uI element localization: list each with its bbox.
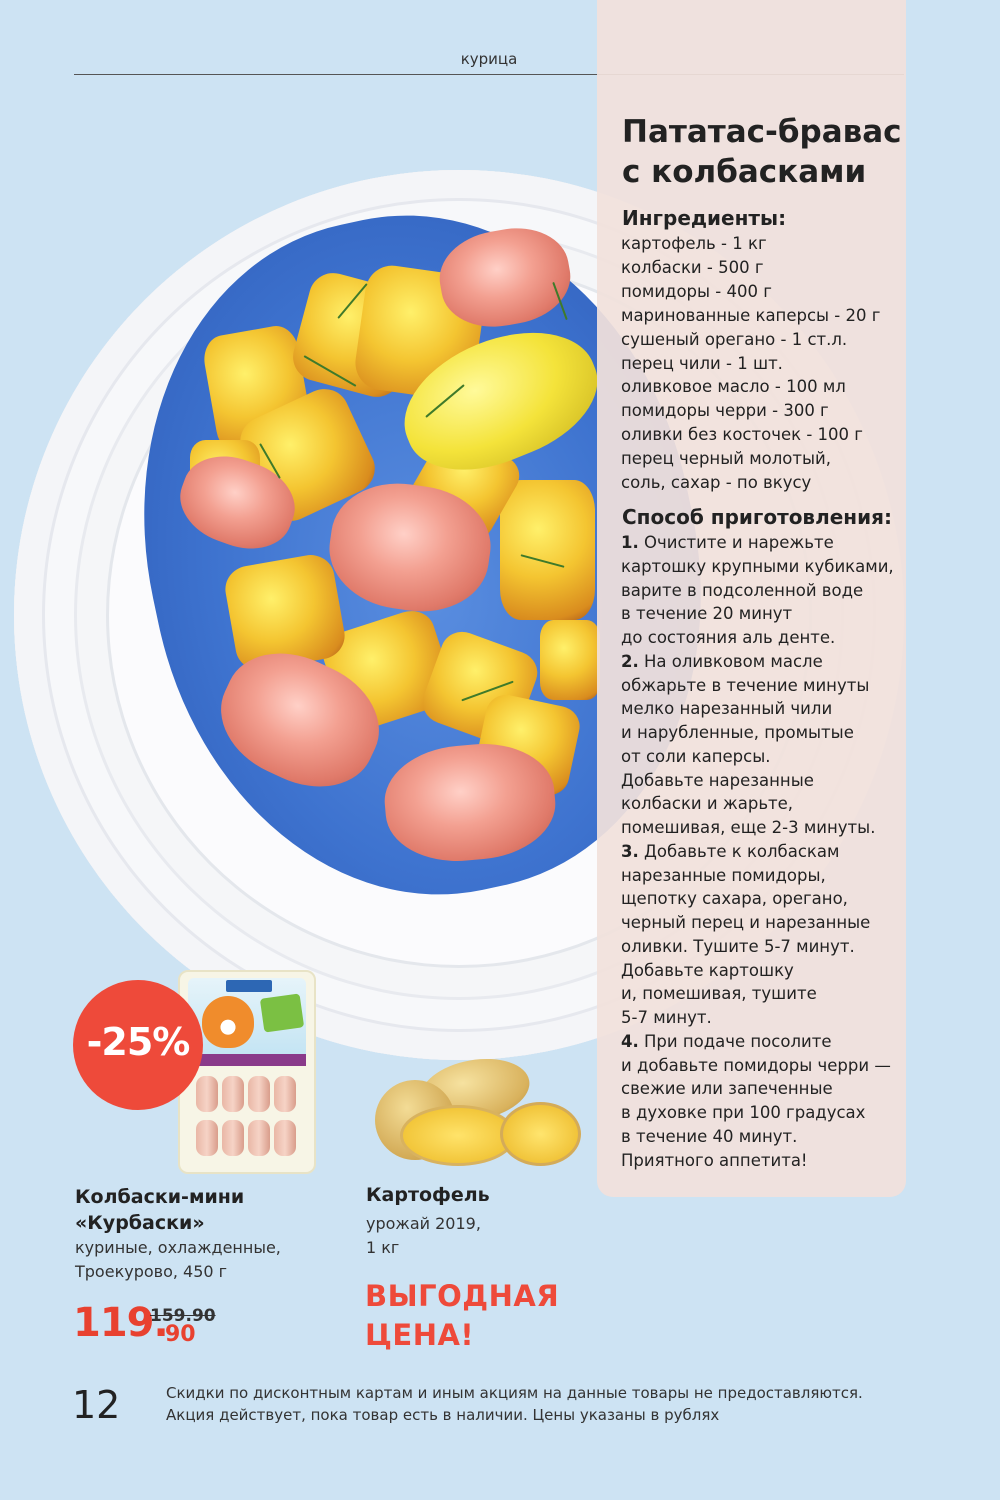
page-number: 12 [72, 1383, 121, 1427]
step-text: от соли каперсы. [621, 746, 771, 766]
step-text: в течение 40 минут. [621, 1126, 798, 1146]
promo-line: ВЫГОДНАЯ [365, 1279, 560, 1313]
step-text: обжарьте в течение минуты [621, 675, 870, 695]
step-text: щепотку сахара, орегано, [621, 889, 848, 909]
step-text: в течение 20 минут [621, 604, 793, 624]
step-number: 3. [621, 841, 639, 861]
fox-mascot-icon [202, 996, 254, 1048]
method-step-line [621, 697, 906, 721]
method-step-line [621, 1125, 906, 1149]
step-text: оливки. Тушите 5-7 минут. [621, 936, 855, 956]
method-step-line [621, 1006, 906, 1030]
old-price: 159.90 [150, 1306, 216, 1326]
step-text: Приятного аппетита! [621, 1150, 808, 1170]
ingredient-item: перец чили - 1 шт. [621, 353, 783, 373]
ingredients-heading: Ингредиенты: [622, 206, 787, 230]
price-fraction: 90 [165, 1322, 196, 1347]
method-step-line [621, 935, 906, 959]
section-label: курица [460, 50, 518, 68]
discount-value: -25% [86, 1020, 190, 1064]
method-step-line [621, 1077, 906, 1101]
method-step-line [621, 1101, 906, 1125]
method-heading: Способ приготовления: [622, 505, 892, 529]
product-name-line: Колбаски-мини [75, 1186, 245, 1208]
method-step-line [621, 982, 906, 1006]
step-number: 2. [621, 651, 639, 671]
step-text: помешивая, еще 2-3 минуты. [621, 818, 876, 837]
step-text: Добавьте нарезанные [621, 770, 814, 790]
method-step-line [621, 531, 906, 555]
ingredient-item: помидоры - 400 г [621, 281, 772, 301]
step-text: При подаче посолите [644, 1031, 832, 1051]
discount-badge [73, 980, 203, 1110]
step-text: картошку крупными кубиками, [621, 556, 894, 576]
step-text: На оливковом масле [644, 651, 823, 671]
method-step-line [621, 1054, 906, 1078]
product-name-line: «Курбаски» [75, 1212, 205, 1234]
step-text: 5-7 минут. [621, 1008, 712, 1027]
potato-image [370, 1060, 580, 1170]
ingredient-item: перец черный молотый, [621, 449, 831, 469]
method-step-line [621, 745, 906, 769]
method-step-line [621, 674, 906, 698]
disclaimer-line: Скидки по дисконтным картам и иным акциям на данные товары не предоставляются. [166, 1384, 863, 1402]
step-text: и, помешивая, тушите [621, 984, 817, 1004]
method-step-line [621, 650, 906, 674]
product-description [366, 1212, 566, 1260]
method-step-line [621, 792, 906, 816]
method-step-line [621, 555, 906, 579]
product-description-line: куриные, охлажденные, [75, 1238, 281, 1257]
method-step-line [621, 911, 906, 935]
product-description-line: Троекурово, 450 г [75, 1262, 228, 1281]
product-name: Картофель [366, 1184, 490, 1206]
step-number: 4. [621, 1031, 639, 1051]
product-description [75, 1236, 335, 1284]
step-text: Добавьте картошку [621, 960, 794, 980]
ingredient-item: оливки без косточек - 100 г [621, 425, 863, 445]
method-step-line [621, 959, 906, 983]
ingredient-item: картофель - 1 кг [621, 234, 767, 253]
method-step-line [621, 579, 906, 603]
step-text: и добавьте помидоры черри — [621, 1055, 891, 1075]
recipe-title-line: с колбасками [622, 154, 867, 190]
ingredient-item: помидоры черри - 300 г [621, 401, 829, 421]
step-text: до состояния аль денте. [621, 628, 836, 647]
ingredient-item: колбаски - 500 г [621, 257, 764, 277]
ingredients-list [621, 232, 906, 495]
method-step-line [621, 864, 906, 888]
method-step-line [621, 721, 906, 745]
promo-label [365, 1277, 585, 1355]
method-step-line [621, 1030, 906, 1054]
method-step-line [621, 602, 906, 626]
step-text: черный перец и нарезанные [621, 913, 871, 932]
step-number: 1. [621, 533, 639, 552]
ingredient-item: сушеный орегано - 1 ст.л. [621, 329, 848, 349]
step-text: свежие или запеченные [621, 1079, 833, 1099]
step-text: колбаски и жарьте, [621, 794, 794, 814]
price-integer: 119. [73, 1300, 168, 1346]
method-step-line [621, 1149, 906, 1173]
step-text: Добавьте к колбаскам [644, 841, 840, 861]
promo-line: ЦЕНА! [365, 1318, 475, 1352]
ingredient-item: оливковое масло - 100 мл [621, 377, 846, 397]
recipe-title [622, 112, 902, 192]
method-step-line [621, 840, 906, 864]
product-description-line: 1 кг [366, 1238, 400, 1257]
ingredient-item: соль, сахар - по вкусу [621, 473, 812, 493]
disclaimer-line: Акция действует, пока товар есть в наличии. Цены указаны в рублях [166, 1406, 720, 1424]
step-text: Очистите и нарежьте [644, 533, 834, 552]
method-step-line [621, 769, 906, 793]
method-step-line [621, 887, 906, 911]
step-text: нарезанные помидоры, [621, 865, 826, 885]
ingredient-item: маринованные каперсы - 20 г [621, 305, 881, 325]
method-steps [621, 531, 906, 1172]
product-badge [260, 993, 304, 1032]
brand-logo [226, 980, 272, 992]
product-description-line: урожай 2019, [366, 1214, 481, 1233]
recipe-title-line: Пататас-бравас [622, 114, 902, 150]
step-text: и нарубленные, промытые [621, 723, 854, 742]
product-name [75, 1184, 315, 1236]
sausage-package-image [178, 970, 316, 1174]
method-step-line [621, 626, 906, 650]
step-text: мелко нарезанный чили [621, 699, 833, 719]
step-text: в духовке при 100 градусах [621, 1103, 866, 1122]
method-step-line [621, 816, 906, 840]
disclaimer [166, 1382, 926, 1426]
step-text: варите в подсоленной воде [621, 580, 864, 600]
